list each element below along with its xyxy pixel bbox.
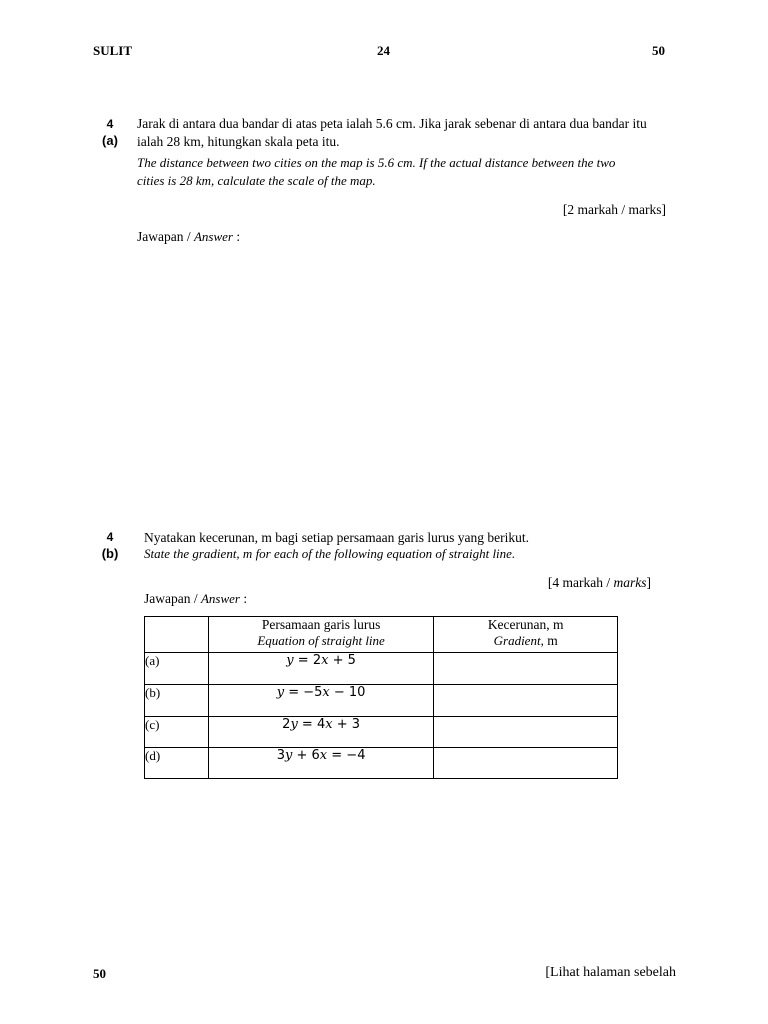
row-label: (b)	[145, 685, 209, 717]
question-4a-malay-line2: ialah 28 km, hitungkan skala peta itu.	[137, 134, 340, 149]
table-row	[145, 748, 618, 779]
row-label: (c)	[145, 717, 209, 748]
table-header-gradient	[434, 617, 618, 653]
table-row	[145, 717, 618, 748]
gradient-answer-cell[interactable]	[434, 717, 618, 748]
gradient-answer-cell[interactable]	[434, 748, 618, 779]
question-part-a: (a)	[102, 133, 118, 148]
gradient-answer-cell[interactable]	[434, 653, 618, 685]
eq-rhs-var: x	[321, 653, 329, 668]
answer-label-colon: :	[239, 591, 248, 606]
question-4a-english-line2: cities is 28 km, calculate the scale of the map.	[137, 173, 376, 188]
question-4a-marks: [2 markah / marks]	[562, 202, 666, 217]
gradient-header-malay: Kecerunan, m	[487, 617, 564, 632]
gradient-answer-cell[interactable]	[434, 685, 618, 717]
marks-english: marks	[613, 575, 647, 590]
eq-rhs-pre: = 4	[297, 717, 326, 732]
gradient-answer-table	[144, 616, 618, 779]
question-4a-english-line1: The distance between two cities on the map is 5.6 cm. If the actual distance between the two	[137, 155, 616, 170]
gradient-header-symbol: m	[543, 633, 558, 648]
eq-rhs-var: x	[325, 717, 333, 732]
marks-malay: [4 markah /	[547, 575, 614, 590]
equation-cell	[208, 685, 434, 717]
question-4b-malay-text: Nyatakan kecerunan, m bagi setiap persamaan garis lurus yang berikut.	[144, 530, 529, 545]
question-number-4b: 4	[106, 530, 114, 544]
question-4b-answer-label	[144, 590, 247, 608]
eq-lhs-var: y	[286, 653, 294, 668]
equation-cell	[208, 748, 434, 779]
eq-rhs-post: + 5	[328, 653, 356, 668]
equation-header-malay: Persamaan garis lurus	[261, 617, 381, 632]
table-row	[145, 685, 618, 717]
gradient-header-english-word: Gradient,	[493, 633, 544, 648]
eq-lhs-var: y	[276, 685, 285, 700]
row-label: (a)	[145, 653, 209, 685]
eq-lhs-var: y	[285, 748, 293, 763]
question-4a-malay-line1: Jarak di antara dua bandar di atas peta ialah 5.6 cm. Jika jarak sebenar di antara dua bandar itu	[137, 116, 647, 131]
question-4a-answer-label	[137, 228, 240, 246]
eq-lhs-var: y	[290, 717, 298, 732]
question-4b-marks	[470, 575, 651, 591]
marks-close: ]	[646, 575, 651, 590]
answer-label-malay: Jawapan /	[137, 229, 194, 244]
answer-label-english: Answer	[200, 591, 240, 606]
eq-rhs-pre: = −5	[284, 685, 323, 700]
question-part-b: (b)	[101, 546, 119, 561]
question-4b-english-text: State the gradient, m for each of the following equation of straight line.	[144, 546, 516, 561]
table-header-blank	[145, 617, 209, 653]
header-sulit: SULIT	[93, 43, 133, 58]
eq-rhs-var: x	[322, 685, 330, 700]
eq-rhs-post: + 3	[332, 717, 361, 732]
eq-rhs-post: = −4	[327, 748, 366, 763]
eq-lhs-coef: 3	[276, 748, 285, 763]
gradient-header-english	[434, 633, 617, 649]
question-4a-english-text	[137, 154, 677, 190]
question-number-4a: 4	[106, 117, 114, 131]
footer-turn-page: [Lihat halaman sebelah	[545, 965, 676, 980]
answer-label-colon: :	[232, 229, 241, 244]
eq-rhs-pre: = 2	[293, 653, 322, 668]
answer-label-english: Answer	[193, 229, 233, 244]
row-label: (d)	[145, 748, 209, 779]
paper-code: 50	[652, 43, 665, 58]
footer-paper-code: 50	[93, 966, 106, 981]
equation-cell	[208, 717, 434, 748]
table-row	[145, 653, 618, 685]
eq-lhs-coef: 2	[282, 717, 291, 732]
equation-cell	[208, 653, 434, 685]
eq-rhs-post: − 10	[329, 685, 366, 700]
page-number: 24	[377, 43, 390, 58]
question-4a-malay-text	[137, 115, 677, 151]
answer-label-malay: Jawapan /	[144, 591, 201, 606]
eq-rhs-pre: + 6	[292, 748, 320, 763]
table-header-equation	[208, 617, 434, 653]
table-header-row	[145, 617, 618, 653]
eq-rhs-var: x	[319, 748, 328, 763]
equation-header-english: Equation of straight line	[257, 633, 385, 648]
